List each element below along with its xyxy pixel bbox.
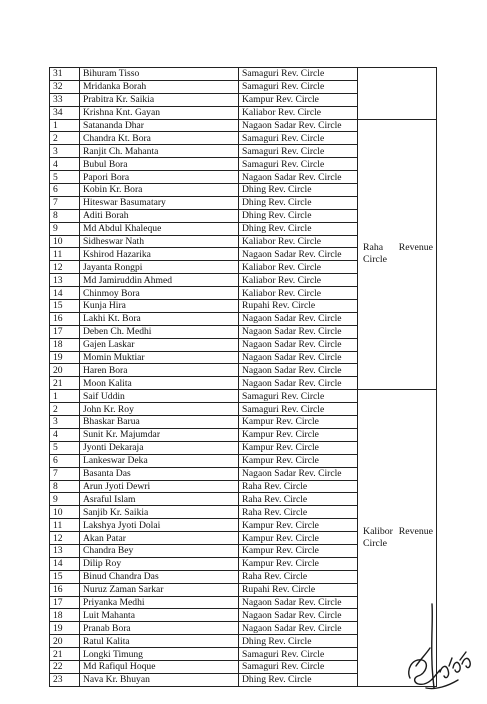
serial-number-cell: 6: [50, 184, 80, 197]
serial-number-cell: 22: [50, 660, 80, 673]
current-circle-cell: Nagaon Sadar Rev. Circle: [239, 377, 358, 390]
serial-number-cell: 2: [50, 403, 80, 416]
employee-name-cell: Md Abdul Khaleque: [80, 222, 239, 235]
employee-name-cell: Ranjit Ch. Mahanta: [80, 145, 239, 158]
employee-name-cell: Nava Kr. Bhuyan: [80, 673, 239, 686]
serial-number-cell: 31: [50, 68, 80, 81]
current-circle-cell: Samaguri Rev. Circle: [239, 648, 358, 661]
current-circle-cell: Samaguri Rev. Circle: [239, 390, 358, 403]
current-circle-cell: Dhing Rev. Circle: [239, 184, 358, 197]
serial-number-cell: 23: [50, 673, 80, 686]
serial-number-cell: 32: [50, 80, 80, 93]
serial-number-cell: 3: [50, 416, 80, 429]
employee-name-cell: Luit Mahanta: [80, 609, 239, 622]
current-circle-cell: Kampur Rev. Circle: [239, 441, 358, 454]
employee-name-cell: Dilip Roy: [80, 557, 239, 570]
posting-circle-cell: [358, 68, 437, 120]
employee-name-cell: Kobin Kr. Bora: [80, 184, 239, 197]
current-circle-cell: Raha Rev. Circle: [239, 480, 358, 493]
current-circle-cell: Raha Rev. Circle: [239, 506, 358, 519]
current-circle-cell: Kaliabor Rev. Circle: [239, 287, 358, 300]
current-circle-cell: Nagaon Sadar Rev. Circle: [239, 248, 358, 261]
employee-name-cell: John Kr. Roy: [80, 403, 239, 416]
employee-name-cell: Sunit Kr. Majumdar: [80, 428, 239, 441]
employee-name-cell: Momin Muktiar: [80, 351, 239, 364]
current-circle-cell: Nagaon Sadar Rev. Circle: [239, 467, 358, 480]
serial-number-cell: 4: [50, 428, 80, 441]
current-circle-cell: Kaliabor Rev. Circle: [239, 261, 358, 274]
current-circle-cell: Kampur Rev. Circle: [239, 93, 358, 106]
serial-number-cell: 12: [50, 261, 80, 274]
employee-name-cell: Ratul Kalita: [80, 635, 239, 648]
employee-name-cell: Lakshya Jyoti Dolai: [80, 519, 239, 532]
employee-name-cell: Bhaskar Barua: [80, 416, 239, 429]
current-circle-cell: Nagaon Sadar Rev. Circle: [239, 325, 358, 338]
current-circle-cell: Samaguri Rev. Circle: [239, 80, 358, 93]
serial-number-cell: 11: [50, 248, 80, 261]
serial-number-cell: 10: [50, 235, 80, 248]
current-circle-cell: Dhing Rev. Circle: [239, 635, 358, 648]
employee-name-cell: Bubul Bora: [80, 158, 239, 171]
serial-number-cell: 13: [50, 274, 80, 287]
employee-name-cell: Chandra Bey: [80, 544, 239, 557]
employee-name-cell: Mridanka Borah: [80, 80, 239, 93]
signature-drawing: [396, 600, 476, 695]
serial-number-cell: 18: [50, 609, 80, 622]
serial-number-cell: 20: [50, 635, 80, 648]
employee-name-cell: Deben Ch. Medhi: [80, 325, 239, 338]
serial-number-cell: 10: [50, 506, 80, 519]
current-circle-cell: Dhing Rev. Circle: [239, 209, 358, 222]
current-circle-cell: Kampur Rev. Circle: [239, 454, 358, 467]
serial-number-cell: 1: [50, 390, 80, 403]
employee-name-cell: Md Jamiruddin Ahmed: [80, 274, 239, 287]
serial-number-cell: 16: [50, 583, 80, 596]
employee-name-cell: Kshirod Hazarika: [80, 248, 239, 261]
current-circle-cell: Samaguri Rev. Circle: [239, 660, 358, 673]
current-circle-cell: Dhing Rev. Circle: [239, 196, 358, 209]
serial-number-cell: 17: [50, 596, 80, 609]
posting-circle-label: Kalibor Revenue Circle: [363, 526, 433, 549]
employee-name-cell: Satananda Dhar: [80, 119, 239, 132]
current-circle-cell: Kaliabor Rev. Circle: [239, 235, 358, 248]
current-circle-cell: Nagaon Sadar Rev. Circle: [239, 119, 358, 132]
current-circle-cell: Kampur Rev. Circle: [239, 519, 358, 532]
current-circle-cell: Nagaon Sadar Rev. Circle: [239, 171, 358, 184]
employee-name-cell: Moon Kalita: [80, 377, 239, 390]
current-circle-cell: Nagaon Sadar Rev. Circle: [239, 351, 358, 364]
serial-number-cell: 19: [50, 351, 80, 364]
table-body: [50, 68, 437, 687]
employee-name-cell: Krishna Knt. Gayan: [80, 106, 239, 119]
employee-name-cell: Haren Bora: [80, 364, 239, 377]
employee-name-cell: Longki Timung: [80, 648, 239, 661]
serial-number-cell: 4: [50, 158, 80, 171]
current-circle-cell: Samaguri Rev. Circle: [239, 403, 358, 416]
employee-name-cell: Gajen Laskar: [80, 338, 239, 351]
serial-number-cell: 7: [50, 196, 80, 209]
current-circle-cell: Kampur Rev. Circle: [239, 532, 358, 545]
employee-name-cell: Nuruz Zaman Sarkar: [80, 583, 239, 596]
serial-number-cell: 34: [50, 106, 80, 119]
current-circle-cell: Kaliabor Rev. Circle: [239, 106, 358, 119]
current-circle-cell: Samaguri Rev. Circle: [239, 132, 358, 145]
current-circle-cell: Rupahi Rev. Circle: [239, 583, 358, 596]
serial-number-cell: 19: [50, 622, 80, 635]
serial-number-cell: 3: [50, 145, 80, 158]
current-circle-cell: Nagaon Sadar Rev. Circle: [239, 312, 358, 325]
serial-number-cell: 33: [50, 93, 80, 106]
serial-number-cell: 8: [50, 480, 80, 493]
employee-name-cell: Kunja Hira: [80, 300, 239, 313]
table-row: [50, 119, 437, 132]
employee-name-cell: Chinmoy Bora: [80, 287, 239, 300]
serial-number-cell: 2: [50, 132, 80, 145]
serial-number-cell: 11: [50, 519, 80, 532]
employee-name-cell: Papori Bora: [80, 171, 239, 184]
serial-number-cell: 14: [50, 557, 80, 570]
posting-circle-label: Raha Revenue Circle: [363, 242, 433, 266]
employee-name-cell: Priyanka Medhi: [80, 596, 239, 609]
table-row: [50, 68, 437, 81]
employee-name-cell: Akan Patar: [80, 532, 239, 545]
current-circle-cell: Samaguri Rev. Circle: [239, 158, 358, 171]
current-circle-cell: Raha Rev. Circle: [239, 570, 358, 583]
serial-number-cell: 9: [50, 493, 80, 506]
current-circle-cell: Kampur Rev. Circle: [239, 544, 358, 557]
current-circle-cell: Rupahi Rev. Circle: [239, 300, 358, 313]
current-circle-cell: Kampur Rev. Circle: [239, 416, 358, 429]
serial-number-cell: 6: [50, 454, 80, 467]
serial-number-cell: 8: [50, 209, 80, 222]
serial-number-cell: 17: [50, 325, 80, 338]
employee-name-cell: Jyonti Dekaraja: [80, 441, 239, 454]
current-circle-cell: Nagaon Sadar Rev. Circle: [239, 622, 358, 635]
serial-number-cell: 5: [50, 441, 80, 454]
serial-number-cell: 1: [50, 119, 80, 132]
employee-name-cell: Pranab Bora: [80, 622, 239, 635]
current-circle-cell: Nagaon Sadar Rev. Circle: [239, 338, 358, 351]
serial-number-cell: 15: [50, 570, 80, 583]
current-circle-cell: Kaliabor Rev. Circle: [239, 274, 358, 287]
serial-number-cell: 21: [50, 377, 80, 390]
employee-name-cell: Lankeswar Deka: [80, 454, 239, 467]
employee-name-cell: Lakhi Kt. Bora: [80, 312, 239, 325]
employee-name-cell: Hiteswar Basumatary: [80, 196, 239, 209]
employee-name-cell: Prabitra Kr. Saikia: [80, 93, 239, 106]
employee-name-cell: Sanjib Kr. Saikia: [80, 506, 239, 519]
current-circle-cell: Kampur Rev. Circle: [239, 428, 358, 441]
employee-name-cell: Arun Jyoti Dewri: [80, 480, 239, 493]
staff-transfer-table: [49, 67, 437, 687]
employee-name-cell: Sidheswar Nath: [80, 235, 239, 248]
handwritten-signature: [396, 600, 476, 695]
current-circle-cell: Kampur Rev. Circle: [239, 557, 358, 570]
employee-name-cell: Md Rafiqul Hoque: [80, 660, 239, 673]
serial-number-cell: 7: [50, 467, 80, 480]
serial-number-cell: 20: [50, 364, 80, 377]
current-circle-cell: Dhing Rev. Circle: [239, 222, 358, 235]
current-circle-cell: Samaguri Rev. Circle: [239, 145, 358, 158]
serial-number-cell: 5: [50, 171, 80, 184]
current-circle-cell: Dhing Rev. Circle: [239, 673, 358, 686]
serial-number-cell: 15: [50, 300, 80, 313]
employee-name-cell: Basanta Das: [80, 467, 239, 480]
employee-name-cell: Chandra Kt. Bora: [80, 132, 239, 145]
serial-number-cell: 18: [50, 338, 80, 351]
employee-name-cell: Binud Chandra Das: [80, 570, 239, 583]
serial-number-cell: 13: [50, 544, 80, 557]
employee-name-cell: Bihuram Tisso: [80, 68, 239, 81]
employee-name-cell: Saif Uddin: [80, 390, 239, 403]
table-row: [50, 390, 437, 403]
serial-number-cell: 9: [50, 222, 80, 235]
employee-name-cell: Jayanta Rongpi: [80, 261, 239, 274]
serial-number-cell: 14: [50, 287, 80, 300]
current-circle-cell: Raha Rev. Circle: [239, 493, 358, 506]
current-circle-cell: Nagaon Sadar Rev. Circle: [239, 364, 358, 377]
current-circle-cell: Nagaon Sadar Rev. Circle: [239, 596, 358, 609]
serial-number-cell: 12: [50, 532, 80, 545]
current-circle-cell: Nagaon Sadar Rev. Circle: [239, 609, 358, 622]
posting-circle-cell: [358, 119, 437, 390]
current-circle-cell: Samaguri Rev. Circle: [239, 68, 358, 81]
employee-name-cell: Asraful Islam: [80, 493, 239, 506]
employee-name-cell: Aditi Borah: [80, 209, 239, 222]
serial-number-cell: 16: [50, 312, 80, 325]
serial-number-cell: 21: [50, 648, 80, 661]
